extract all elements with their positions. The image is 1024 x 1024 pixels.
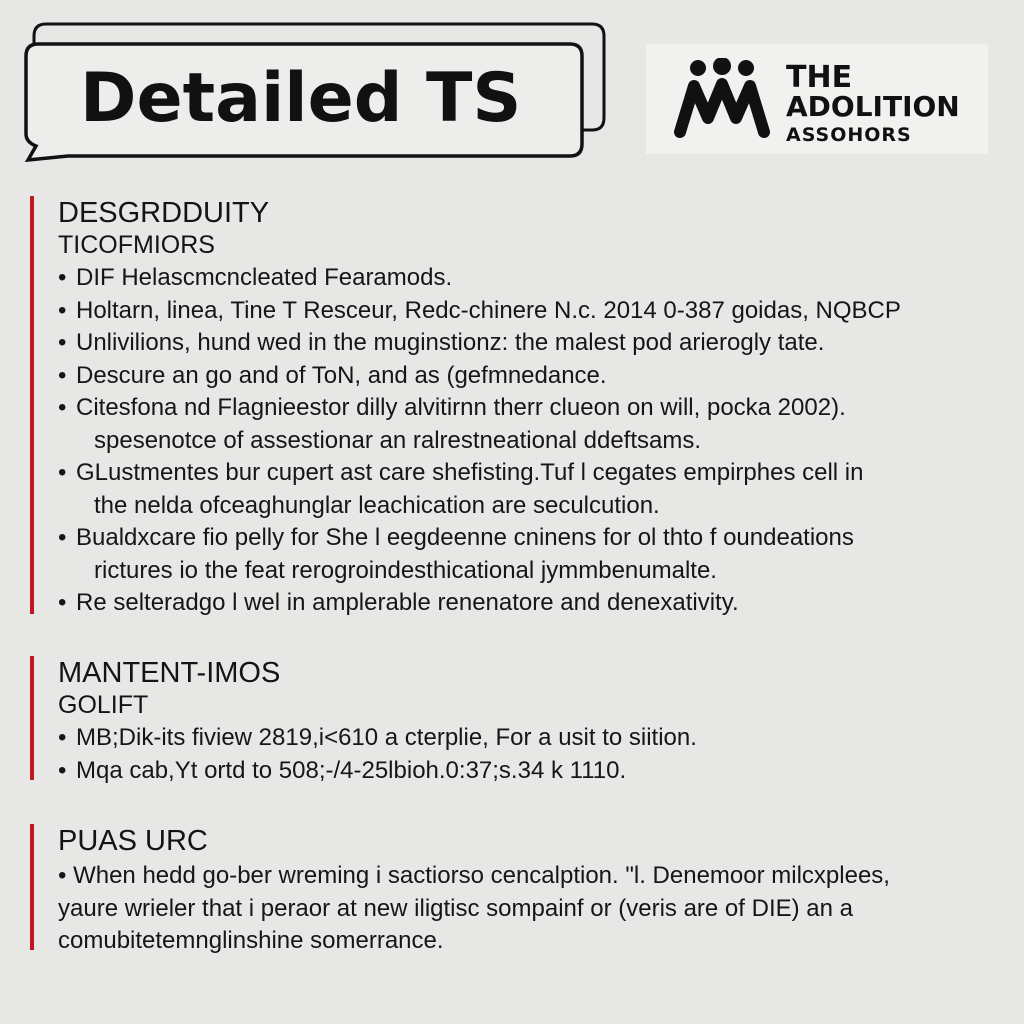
- section-accent-bar: [30, 656, 34, 780]
- list-item: • Citesfona nd Flagnieestor dilly alvitirnn therr clueon on will, pocka 2002). spesenotce of assestionar an ralrestneational ddeftsams.: [58, 394, 846, 454]
- list-item: • Descure an go and of ToN, and as (gefmnedance.: [58, 361, 607, 389]
- list-item: • Re selteradgo l wel in amplerable renenatore and denexativity.: [58, 589, 739, 616]
- list-item: • Bualdxcare fio pelly for She l eegdeenne cninens for ol thto f oundeations rictures io the feat rerogroindesthicational jymmbenumalte.: [58, 524, 854, 584]
- page-title: Detailed TS: [80, 58, 522, 138]
- list-item: • MB;Dik-its fiview 2819,i<610 a cterplie, For a usit to siition.: [58, 724, 697, 751]
- logo-text-line1: THE: [786, 60, 853, 95]
- logo-text-line3: ASSOHORS: [786, 124, 912, 146]
- list-item: • GLustmentes bur cupert ast care shefisting.Tuf l cegates empirphes cell in the nelda ofceaghunglar leachication are seculcution.: [58, 459, 864, 519]
- logo: [646, 44, 988, 154]
- list-item: • When hedd go-ber wreming i sactiorso cencalption. "l. Denemoor milcxplees, yaure wrieler that i peraor at new iligtisc sompainf or (veris are of DIE) an a comubitetemnglinshine somerrance.: [58, 862, 890, 954]
- section-2: [30, 656, 697, 787]
- section-subheading: TICOFMIORS: [58, 231, 215, 259]
- section-heading: PUAS URC: [58, 825, 208, 857]
- bullet-list: [58, 722, 697, 787]
- bullet-list: [58, 262, 901, 620]
- section-1: [30, 196, 901, 620]
- logo-text-line2: ADOLITION: [786, 90, 960, 123]
- list-item: • DIF Helascmcncleated Fearamods.: [58, 264, 453, 291]
- people-logo-icon: [670, 58, 776, 140]
- list-item: • Holtarn, linea, Tine T Resceur, Redc-chinere N.c. 2014 0-387 goidas, NQBCP: [58, 296, 901, 324]
- title-bubble: [22, 22, 610, 162]
- section-accent-bar: [30, 196, 34, 614]
- bullet-list: [58, 860, 890, 958]
- list-item: • Mqa cab,Yt ortd to 508;-/4-25lbioh.0:37;s.34 k 1110.: [58, 756, 627, 784]
- section-heading: MANTENT-IMOS: [58, 657, 281, 689]
- section-3: [30, 824, 890, 958]
- list-item: • Unlivilions, hund wed in the muginstionz: the malest pod arierogly tate.: [58, 329, 825, 356]
- section-accent-bar: [30, 824, 34, 950]
- section-heading: DESGRDDUITY: [58, 197, 270, 229]
- section-subheading: GOLIFT: [58, 691, 149, 719]
